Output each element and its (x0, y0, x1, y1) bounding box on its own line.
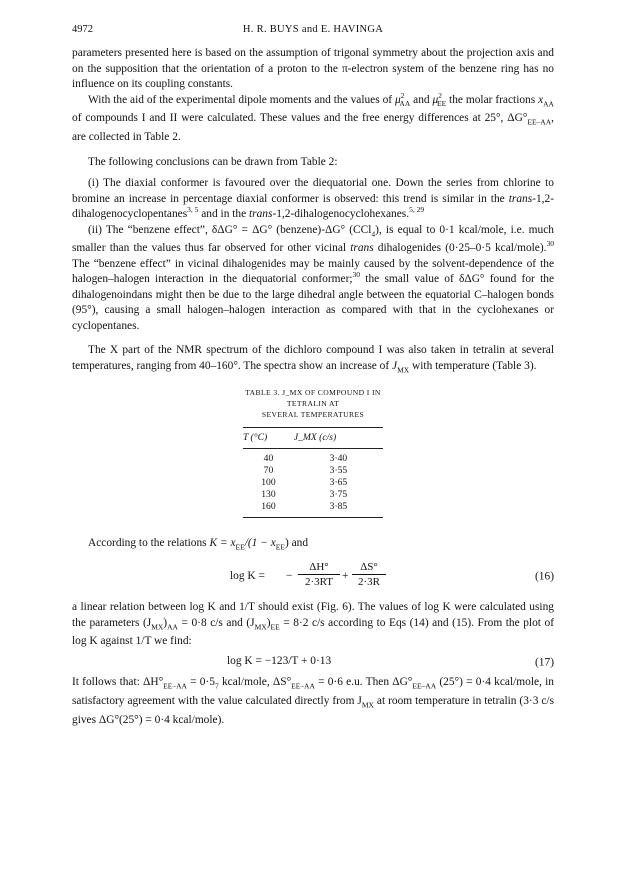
table-3-caption: TABLE 3. J_MX OF COMPOUND I IN TETRALIN AT SEVERAL TEMPERATURES (245, 387, 381, 419)
fraction-entropy: $\frac{\Delta S^\circ}{2\cdot 3R}$ (352, 560, 386, 589)
journal-page (72, 22, 554, 728)
paragraph-conclusion-ii: (ii) The “benzene effect”, δΔG° = ΔG° (benzene)-ΔG° (CCl$_4$), is equal to 0·1 kcal/mole, i.e. much smaller than the values thus far observed for other vicinal trans dihalogenides (0·25–0·5 kcal/mole).$^{30}$ The “benzene effect” in vicinal dihalogenides may be mainly caused by the solvent-dependence of the halogen–halogen interaction in the diequatorial conformer;$^{30}$ the small value of δΔG° found for the dihalogenoindans might then be due to the large dihedral angle between the equatorial C–halogen bonds (95°), causing a small halogen–halogen interaction as compared with that in the cyclohexanes or cyclopentanes. (72, 223, 554, 332)
paragraph-dipole-moments: With the aid of the experimental dipole moments and the values of $\mu^2_{AA}$ and $\mu^2_{EE}$ the molar fractions $x_{AA}$ of compounds I and II were calculated. These values and the free energy differences at 25°, $\Delta G^\circ_{EE-AA}$, are collected in Table 2. (72, 90, 554, 144)
paragraph-nmr-spectrum: The X part of the NMR spectrum of the dichloro compound I was also taken in tetralin at several temperatures, ranging from 40–160°. The spectra show an increase of $J_{MX}$ with temperature (Table 3). (72, 344, 554, 375)
paragraph-thermodynamics: It follows that: $\Delta H^\circ_{EE-AA} = 0\cdot 5_7$ kcal/mole, $\Delta S^\circ_{EE-AA} = 0\cdot 6$ e.u. Then $\Delta G^\circ_{EE-AA}$ (25°) = 0·4 kcal/mole, in satisfactory agreement with the value calculated directly from $J_{MX}$ at room temperature in tetralin (3·3 c/s gives ΔG°(25°) = 0·4 kcal/mole). (72, 675, 554, 726)
table-row: 70 3·55 (263, 465, 348, 477)
paragraph-conclusion-i: (i) The diaxial conformer is favoured over the diequatorial one. Down the series from chlorine to bromine an increase in percentage diaxial conformer is observed: this trend is similar in the trans-1,2-dihalogenocyclopentanes$^{3, 5}$ and in the trans-1,2-dihalogenocyclohexanes.$^{5, 29}$ (72, 177, 554, 221)
running-header (72, 22, 554, 38)
equation-17: log K = −123/T + 0·13 (17) (72, 654, 554, 672)
page-number: 4972 (72, 24, 93, 35)
table-3-col-jmx: J_MX (c/s) (294, 427, 383, 449)
paragraph-relations: According to the relations $K = x_{EE}/(1 - x_{EE})$ and (88, 537, 309, 552)
fraction-enthalpy: $\frac{\Delta H^\circ}{2\cdot 3RT}$ (298, 560, 340, 589)
table-3-col-temperature: T (°C) (243, 427, 294, 449)
paragraph-trigonal-symmetry: parameters presented here is based on the assumption of trigonal symmetry about the projection axis and on the supposition that the orientation of a proton to the π-electron system of the benzene ring has no influence on its coupling constants. (72, 47, 554, 90)
running-authors: H. R. BUYS and E. HAVINGA (242, 24, 384, 35)
table-row: 130 3·75 (261, 488, 348, 500)
table-3-grid (243, 427, 383, 519)
paragraph-linear-relation: a linear relation between log K and 1/T should exist (Fig. 6). The values of log K were calculated using the parameters $(J_{MX})_{AA} = 0\cdot 8$ c/s and $(J_{MX})_{EE} = 8\cdot 2$ c/s according to Eqs (14) and (15). From the plot of log K against 1/T we find: (72, 601, 554, 648)
equation-number-16: (16) (535, 570, 554, 583)
table-row: 40 3·40 (263, 453, 348, 465)
table-row: 160 3·85 (243, 501, 383, 518)
table-3 (228, 387, 398, 519)
equation-16: log K = − $\frac{\Delta H^\circ}{2\cdot 3RT}$ + $\frac{\Delta S^\circ}{2\cdot 3R}$ (16) (230, 561, 554, 589)
paragraph-conclusions-intro: The following conclusions can be drawn from Table 2: (88, 155, 338, 168)
equation-number-17: (17) (535, 656, 554, 669)
table-row: 100 3·65 (261, 477, 348, 489)
